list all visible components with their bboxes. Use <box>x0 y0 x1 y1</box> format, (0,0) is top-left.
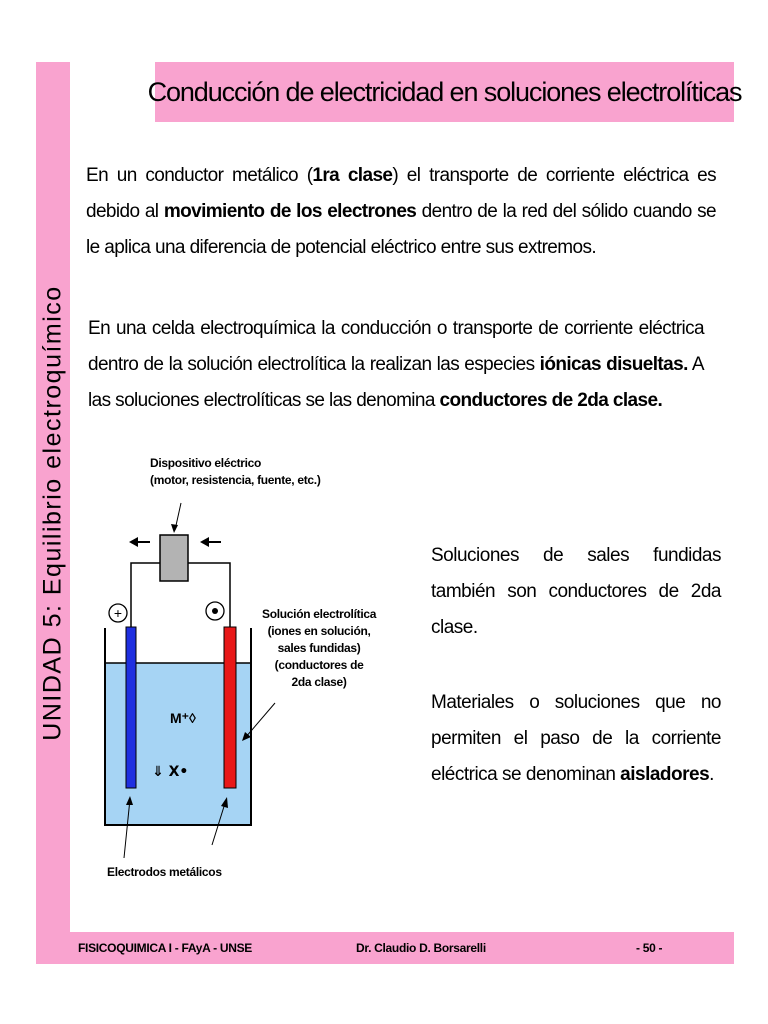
terminal-dot <box>212 608 218 614</box>
solution-label-line: Solución electrolítica <box>262 607 377 621</box>
right-electrode <box>224 627 236 788</box>
footer-course: FISICOQUIMICA I - FAyA - UNSE <box>78 941 252 955</box>
arrow-head-icon <box>200 537 209 547</box>
bold-term: conductores de 2da clase. <box>439 390 663 411</box>
insulators-note <box>431 685 721 793</box>
slide-title: Conducción de electricidad en soluciones electrolíticas <box>147 76 742 107</box>
text-segment: Materiales o soluciones que no permiten el paso de la corriente eléctrica se denominan <box>431 692 721 785</box>
text-segment: . <box>709 764 714 785</box>
cation-label: M⁺◊ <box>170 710 196 726</box>
anion-label: ⇓ X• <box>152 764 189 780</box>
device-label-line: (motor, resistencia, fuente, etc.) <box>150 473 321 487</box>
text-segment: dentro de la red del sólido cuando se le aplica una diferencia de potencial eléctrico entre sus extremos. <box>86 201 716 258</box>
bold-term: iónicas disueltas. <box>539 354 688 375</box>
molten-salts-note: Soluciones de sales fundidas también son conductores de 2da clase. <box>431 545 721 638</box>
solution-label <box>262 606 376 691</box>
arrow-head-icon <box>171 524 178 533</box>
text-segment: En un conductor metálico ( <box>86 165 313 186</box>
positive-symbol: + <box>113 605 123 621</box>
solution-label-line: sales fundidas) <box>277 641 361 655</box>
electric-device <box>160 535 188 581</box>
arrow-head-icon <box>129 537 138 547</box>
device-label-line: Dispositivo eléctrico <box>150 456 262 470</box>
footer-page-number: - 50 - <box>636 941 663 955</box>
text-segment: A las soluciones electrolíticas se las denomina <box>88 354 704 411</box>
footer-author: Dr. Claudio D. Borsarelli <box>356 941 486 955</box>
text-segment: ) el transporte de corriente eléctrica es debido al <box>86 165 717 222</box>
bold-term: 1ra clase <box>312 165 393 186</box>
footer-bar <box>70 932 734 964</box>
device-label <box>150 455 321 489</box>
left-wire <box>131 563 160 627</box>
text-segment: En una celda electroquímica la conducción o transporte de corriente eléctrica dentro de la solución electrolítica la realizan las especies <box>88 318 704 375</box>
left-electrode <box>126 627 136 788</box>
solution-label-line: (iones en solución, <box>267 624 371 638</box>
unit-label: UNIDAD 5: Equilibrio electroquímico <box>38 285 67 741</box>
solution-label-line: (conductores de <box>274 658 364 672</box>
bold-term: aisladores <box>620 764 710 785</box>
bold-term: movimiento de los electrones <box>163 201 417 222</box>
solution-label-line: 2da clase) <box>291 675 347 689</box>
electrodes-label: Electrodos metálicos <box>107 865 222 879</box>
